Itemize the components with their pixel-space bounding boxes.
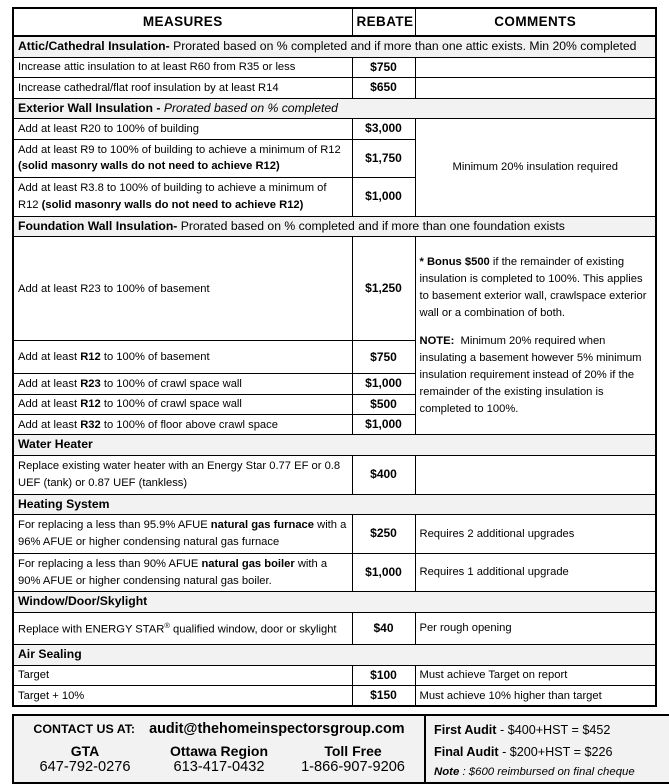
note-value: : $600 reimbursed on final cheque — [459, 766, 635, 779]
comment-text: Must achieve 10% higher than target — [415, 686, 656, 707]
table-header-row — [13, 8, 656, 36]
contact-label: CONTACT US AT: — [33, 722, 136, 737]
section-title: Water Heater — [18, 437, 93, 452]
section-band-attic — [13, 36, 656, 57]
rebate-amount: $1,000 — [352, 415, 415, 435]
section-note: Prorated based on % completed — [160, 100, 338, 115]
measure-text: Replace existing water heater with an Energy Star 0.77 EF or 0.8 UEF (tank) or 0.87 UEF (tankless) — [13, 456, 352, 495]
phone-grid — [18, 743, 420, 775]
comment-text — [415, 57, 656, 77]
column-header-measures: MEASURES — [13, 8, 352, 36]
table-row — [13, 665, 656, 685]
rebate-amount: $1,250 — [352, 237, 415, 341]
section-title: Window/Door/Skylight — [18, 594, 148, 609]
measure-text: For replacing a less than 90% AFUE natural gas boiler with a 90% AFUE or higher condensing natural gas boiler. — [13, 553, 352, 592]
rebate-amount: $250 — [352, 515, 415, 554]
region-name-toll-free: Toll Free — [286, 743, 420, 759]
column-header-rebate: REBATE — [352, 8, 415, 36]
audit-pricing — [425, 715, 669, 783]
contact-email[interactable]: audit@thehomeinspectorsgroup.com — [149, 721, 405, 738]
table-row — [13, 686, 656, 707]
rebate-amount: $1,000 — [352, 374, 415, 394]
section-band-window-door-skylight — [13, 592, 656, 613]
note-label: Note — [434, 766, 460, 779]
section-band-cell — [13, 494, 656, 515]
first-audit-label: First Audit — [434, 723, 497, 738]
column-header-comments: COMMENTS — [415, 8, 656, 36]
section-band-cell — [13, 98, 656, 119]
measure-text: Target — [13, 665, 352, 685]
table-row — [13, 57, 656, 77]
section-band-exterior-wall — [13, 98, 656, 119]
rebate-amount: $100 — [352, 665, 415, 685]
rebate-amount: $1,750 — [352, 139, 415, 178]
comment-text — [415, 456, 656, 495]
rebate-amount: $40 — [352, 613, 415, 645]
section-band-cell — [13, 435, 656, 456]
table-body — [13, 36, 656, 706]
table-row — [13, 456, 656, 495]
region-name-ottawa: Ottawa Region — [152, 743, 286, 759]
section-band-air-sealing — [13, 645, 656, 666]
measure-text: Add at least R3.8 to 100% of building to achieve a minimum of R12 (solid masonry walls do not need to achieve R12) — [13, 178, 352, 217]
reimbursement-note — [434, 764, 669, 778]
section-title: Foundation Wall Insulation- — [18, 218, 178, 233]
region-name-gta: GTA — [18, 743, 152, 759]
rebate-amount: $1,000 — [352, 178, 415, 217]
comment-text: Must achieve Target on report — [415, 665, 656, 685]
comment-text: Requires 2 additional upgrades — [415, 515, 656, 554]
comment-text — [415, 78, 656, 98]
section-band-heating-system — [13, 494, 656, 515]
rebate-amount: $750 — [352, 57, 415, 77]
section-note: Prorated based on % completed and if more than one foundation exists — [177, 218, 565, 233]
region-phone-row — [18, 759, 420, 775]
rebate-amount: $400 — [352, 456, 415, 495]
rebate-amount: $500 — [352, 394, 415, 414]
measure-text: Add at least R32 to 100% of floor above crawl space — [13, 415, 352, 435]
section-title: Heating System — [18, 496, 110, 511]
comment-text: Per rough opening — [415, 613, 656, 645]
measure-text: Add at least R23 to 100% of crawl space wall — [13, 374, 352, 394]
merged-comment-text: Minimum 20% insulation required — [415, 119, 656, 217]
final-audit-line — [434, 742, 669, 764]
table-row — [13, 613, 656, 645]
final-audit-value: - $200+HST = $226 — [498, 745, 613, 760]
measure-text: Add at least R12 to 100% of crawl space wall — [13, 394, 352, 414]
section-title: Air Sealing — [18, 647, 82, 662]
measure-text: Increase attic insulation to at least R60 from R35 or less — [13, 57, 352, 77]
section-band-cell — [13, 216, 656, 237]
first-audit-value: - $400+HST = $452 — [496, 723, 611, 738]
phone-toll-free[interactable]: 1-866-907-9206 — [286, 759, 420, 775]
section-band-cell — [13, 645, 656, 666]
measure-text: Target + 10% — [13, 686, 352, 707]
rebate-amount: $3,000 — [352, 119, 415, 139]
measure-text: Replace with ENERGY STAR® qualified window, door or skylight — [13, 613, 352, 645]
contact-details — [13, 715, 425, 783]
section-title: Attic/Cathedral Insulation- — [18, 39, 170, 54]
measure-text: Increase cathedral/flat roof insulation by at least R14 — [13, 78, 352, 98]
merged-comment-block: * Bonus $500 if the remainder of existing insulation is completed to 100%. This applies to basement exterior wall, crawlspace exterior wall or a combination of both. NOTE: Minimum 20% required when insulating a basement however 5% minimum insulation requirement instead of 20% if the remainder of the existing insulation is completed to 100%. — [415, 237, 656, 435]
section-title: Exterior Wall Insulation - — [18, 100, 161, 115]
section-band-cell — [13, 36, 656, 57]
rebate-amount: $1,000 — [352, 553, 415, 592]
rebate-amount: $150 — [352, 686, 415, 707]
section-band-cell — [13, 592, 656, 613]
section-band-foundation-wall — [13, 216, 656, 237]
section-band-water-heater — [13, 435, 656, 456]
table-row — [13, 553, 656, 592]
comment-text: Requires 1 additional upgrade — [415, 553, 656, 592]
measure-text: Add at least R12 to 100% of basement — [13, 341, 352, 374]
measure-text: Add at least R20 to 100% of building — [13, 119, 352, 139]
phone-gta[interactable]: 647-792-0276 — [18, 759, 152, 775]
contact-footer — [12, 714, 669, 784]
contact-email-row — [18, 721, 420, 743]
first-audit-line — [434, 720, 669, 742]
rebate-measures-table — [12, 7, 657, 707]
phone-ottawa[interactable]: 613-417-0432 — [152, 759, 286, 775]
measure-text: Add at least R23 to 100% of basement — [13, 237, 352, 341]
section-note: Prorated based on % completed and if more than one attic exists. Min 20% completed — [169, 39, 637, 54]
rebate-amount: $750 — [352, 341, 415, 374]
final-audit-label: Final Audit — [434, 745, 499, 760]
measure-text: For replacing a less than 95.9% AFUE natural gas furnace with a 96% AFUE or higher condensing natural gas furnace — [13, 515, 352, 554]
table-row — [13, 119, 656, 139]
measure-text: Add at least R9 to 100% of building to achieve a minimum of R12 (solid masonry walls do not need to achieve R12) — [13, 139, 352, 178]
table-row — [13, 515, 656, 554]
rebate-amount: $650 — [352, 78, 415, 98]
table-row — [13, 237, 656, 341]
region-name-row — [18, 743, 420, 759]
table-row — [13, 78, 656, 98]
